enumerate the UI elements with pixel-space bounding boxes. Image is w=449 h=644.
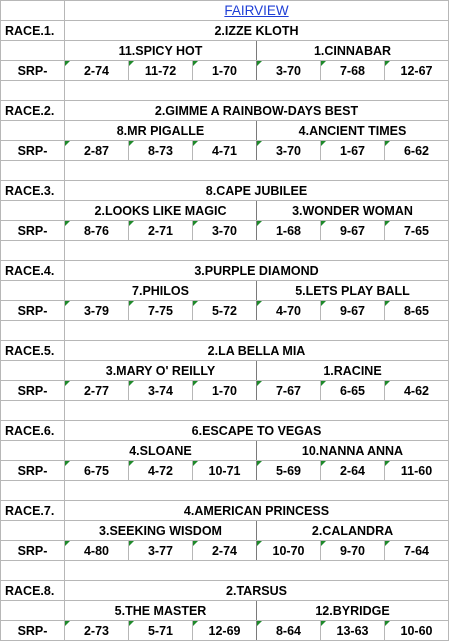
srp-value: 5-69 — [257, 461, 321, 481]
right-horse: 4.ANCIENT TIMES — [257, 121, 449, 141]
blank-cell — [65, 561, 449, 581]
srp-label: SRP- — [1, 461, 65, 481]
race-main-selection: 3.PURPLE DIAMOND — [65, 261, 449, 281]
left-horse: 8.MR PIGALLE — [65, 121, 257, 141]
srp-value: 11-72 — [129, 61, 193, 81]
race-label: RACE.2. — [1, 101, 65, 121]
srp-value: 1-68 — [257, 221, 321, 241]
blank-cell — [65, 401, 449, 421]
left-horse: 7.PHILOS — [65, 281, 257, 301]
srp-row — [1, 301, 449, 321]
blank-cell — [1, 81, 65, 101]
srp-value: 12-69 — [193, 621, 257, 641]
spacer-row — [1, 321, 449, 341]
srp-value: 2-74 — [65, 61, 129, 81]
blank-cell — [1, 361, 65, 381]
srp-value: 3-70 — [193, 221, 257, 241]
srp-value: 7-64 — [385, 541, 449, 561]
blank-cell — [65, 321, 449, 341]
right-horse: 1.CINNABAR — [257, 41, 449, 61]
race-label: RACE.5. — [1, 341, 65, 361]
srp-value: 2-64 — [321, 461, 385, 481]
right-horse: 10.NANNA ANNA — [257, 441, 449, 461]
srp-value: 6-62 — [385, 141, 449, 161]
horse-row — [1, 201, 449, 221]
race-header-row — [1, 181, 449, 201]
race-main-selection: 6.ESCAPE TO VEGAS — [65, 421, 449, 441]
srp-row — [1, 381, 449, 401]
srp-value: 7-68 — [321, 61, 385, 81]
right-horse: 3.WONDER WOMAN — [257, 201, 449, 221]
srp-row — [1, 221, 449, 241]
blank-cell — [65, 241, 449, 261]
srp-value: 2-73 — [65, 621, 129, 641]
left-horse: 3.SEEKING WISDOM — [65, 521, 257, 541]
srp-value: 6-75 — [65, 461, 129, 481]
horse-row — [1, 41, 449, 61]
blank-cell — [1, 241, 65, 261]
srp-label: SRP- — [1, 381, 65, 401]
blank-cell — [65, 81, 449, 101]
srp-value: 7-67 — [257, 381, 321, 401]
left-horse: 2.LOOKS LIKE MAGIC — [65, 201, 257, 221]
right-horse: 5.LETS PLAY BALL — [257, 281, 449, 301]
srp-value: 10-70 — [257, 541, 321, 561]
srp-value: 8-65 — [385, 301, 449, 321]
horse-row — [1, 281, 449, 301]
srp-value: 3-79 — [65, 301, 129, 321]
blank-cell — [1, 161, 65, 181]
race-header-row — [1, 581, 449, 601]
race-label: RACE.3. — [1, 181, 65, 201]
srp-value: 1-70 — [193, 61, 257, 81]
srp-value: 1-70 — [193, 381, 257, 401]
right-horse: 1.RACINE — [257, 361, 449, 381]
srp-row — [1, 61, 449, 81]
corner-cell — [1, 1, 65, 21]
srp-value: 2-87 — [65, 141, 129, 161]
left-horse: 11.SPICY HOT — [65, 41, 257, 61]
srp-label: SRP- — [1, 621, 65, 641]
srp-row — [1, 621, 449, 641]
srp-value: 8-64 — [257, 621, 321, 641]
srp-value: 4-70 — [257, 301, 321, 321]
srp-value: 6-65 — [321, 381, 385, 401]
race-main-selection: 2.GIMME A RAINBOW-DAYS BEST — [65, 101, 449, 121]
right-horse: 12.BYRIDGE — [257, 601, 449, 621]
blank-cell — [1, 561, 65, 581]
spacer-row — [1, 561, 449, 581]
horse-row — [1, 601, 449, 621]
race-label: RACE.8. — [1, 581, 65, 601]
spacer-row — [1, 401, 449, 421]
race-label: RACE.4. — [1, 261, 65, 281]
spacer-row — [1, 481, 449, 501]
sheet-title[interactable]: FAIRVIEW — [65, 1, 449, 21]
srp-value: 3-74 — [129, 381, 193, 401]
blank-cell — [1, 601, 65, 621]
race-header-row — [1, 101, 449, 121]
srp-value: 4-80 — [65, 541, 129, 561]
srp-value: 2-71 — [129, 221, 193, 241]
horse-row — [1, 361, 449, 381]
srp-value: 7-65 — [385, 221, 449, 241]
title-row — [1, 1, 449, 21]
race-main-selection: 8.CAPE JUBILEE — [65, 181, 449, 201]
srp-value: 9-67 — [321, 221, 385, 241]
left-horse: 3.MARY O' REILLY — [65, 361, 257, 381]
srp-label: SRP- — [1, 61, 65, 81]
srp-value: 2-77 — [65, 381, 129, 401]
race-header-row — [1, 261, 449, 281]
srp-label: SRP- — [1, 541, 65, 561]
srp-value: 3-70 — [257, 141, 321, 161]
race-main-selection: 2.IZZE KLOTH — [65, 21, 449, 41]
srp-value: 8-73 — [129, 141, 193, 161]
race-main-selection: 2.TARSUS — [65, 581, 449, 601]
race-main-selection: 4.AMERICAN PRINCESS — [65, 501, 449, 521]
blank-cell — [1, 201, 65, 221]
srp-value: 4-72 — [129, 461, 193, 481]
right-horse: 2.CALANDRA — [257, 521, 449, 541]
race-header-row — [1, 501, 449, 521]
blank-cell — [65, 161, 449, 181]
srp-value: 5-71 — [129, 621, 193, 641]
srp-value: 9-67 — [321, 301, 385, 321]
blank-cell — [1, 281, 65, 301]
srp-row — [1, 541, 449, 561]
srp-value: 13-63 — [321, 621, 385, 641]
srp-value: 3-77 — [129, 541, 193, 561]
srp-value: 4-71 — [193, 141, 257, 161]
blank-cell — [1, 441, 65, 461]
srp-value: 7-75 — [129, 301, 193, 321]
srp-value: 10-60 — [385, 621, 449, 641]
spacer-row — [1, 81, 449, 101]
race-main-selection: 2.LA BELLA MIA — [65, 341, 449, 361]
race-header-row — [1, 21, 449, 41]
spacer-row — [1, 241, 449, 261]
srp-value: 10-71 — [193, 461, 257, 481]
srp-value: 2-74 — [193, 541, 257, 561]
srp-value: 9-70 — [321, 541, 385, 561]
blank-cell — [1, 41, 65, 61]
blank-cell — [65, 481, 449, 501]
horse-row — [1, 521, 449, 541]
srp-row — [1, 141, 449, 161]
left-horse: 5.THE MASTER — [65, 601, 257, 621]
srp-value: 4-62 — [385, 381, 449, 401]
race-label: RACE.1. — [1, 21, 65, 41]
race-label: RACE.6. — [1, 421, 65, 441]
srp-row — [1, 461, 449, 481]
spacer-row — [1, 161, 449, 181]
srp-value: 5-72 — [193, 301, 257, 321]
blank-cell — [1, 481, 65, 501]
race-header-row — [1, 421, 449, 441]
blank-cell — [1, 401, 65, 421]
horse-row — [1, 441, 449, 461]
srp-value: 8-76 — [65, 221, 129, 241]
blank-cell — [1, 321, 65, 341]
srp-label: SRP- — [1, 301, 65, 321]
srp-value: 3-70 — [257, 61, 321, 81]
srp-label: SRP- — [1, 141, 65, 161]
srp-label: SRP- — [1, 221, 65, 241]
blank-cell — [1, 521, 65, 541]
srp-value: 1-67 — [321, 141, 385, 161]
srp-value: 11-60 — [385, 461, 449, 481]
srp-value: 12-67 — [385, 61, 449, 81]
race-header-row — [1, 341, 449, 361]
blank-cell — [1, 121, 65, 141]
horse-row — [1, 121, 449, 141]
race-label: RACE.7. — [1, 501, 65, 521]
left-horse: 4.SLOANE — [65, 441, 257, 461]
